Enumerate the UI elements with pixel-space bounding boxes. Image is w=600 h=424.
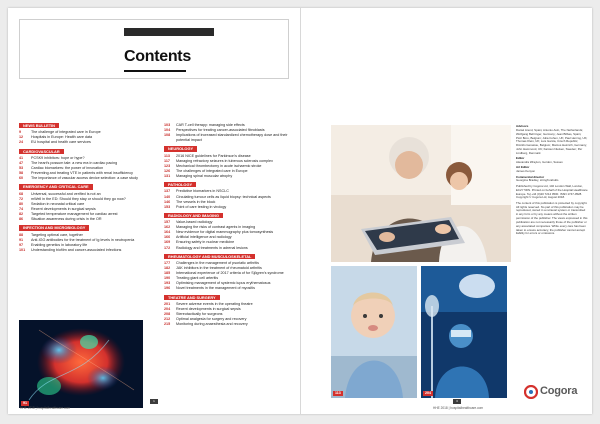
toc-page-number: 91 — [19, 237, 24, 242]
toc-page-number: 72 — [19, 196, 24, 201]
credit-block — [516, 185, 588, 200]
credit-label: Editor — [516, 156, 525, 161]
title-tab-bar — [124, 28, 214, 36]
toc-entry[interactable] — [19, 248, 143, 253]
toc-page-number: 157 — [164, 220, 171, 225]
toc-article-title: Targeting optimal care, together — [31, 232, 83, 237]
toc-entry[interactable] — [164, 174, 294, 179]
toc-page-number: 193 — [164, 281, 171, 286]
page-number: 3 — [453, 399, 461, 404]
page-footer: HHE 2018 | hospitalhealthcare.com — [433, 406, 484, 410]
toc-article-title: Targeted temperature management for cardiac arrest — [31, 212, 118, 217]
toc-article-title: Hospitals in Europe: Health care data — [31, 135, 93, 140]
toc-article-title: Treating giant cell arteritis — [176, 276, 219, 281]
image-page-tag: 91 — [23, 401, 27, 405]
toc-entry[interactable] — [19, 176, 143, 181]
toc-entry[interactable] — [164, 246, 294, 251]
masthead-credits — [516, 125, 588, 238]
toc-article-title: Managing the risks of contrast agents in imaging — [176, 225, 256, 230]
toc-page-number: 201 — [164, 301, 171, 306]
toc-page-number: 41 — [19, 155, 24, 160]
toc-article-title: The challenges of integrated care in Europe — [176, 168, 248, 173]
toc-article-title: CAR T-cell therapy: managing side effects — [176, 123, 245, 127]
page-title: Contents — [124, 48, 191, 65]
toc-article-title: Artificial intelligence and radiology — [176, 235, 232, 240]
credit-text: Daniel Arend, Spain; Antonio Asín, The Netherlands; Wolfgang Behringer, Germany; Jean Bilbao, Spain; Piotr Boro, Belgium; Julia Cohen, UK; Paul Herzog, UK; Thomas Klein, UK; Luis Garcia, Czech Republic; Dimitris Gerasiou, Belgium; Marcos Heinrich, Germany; John Hammond, UK; Karsten Nielsen, Sweden; Per Lindberg, Denmark — [516, 127, 588, 155]
image-page-tag: 113 — [335, 391, 341, 395]
toddler-photo — [331, 266, 417, 398]
toc-article-title: Ensuring safety in nuclear medicine — [176, 240, 235, 245]
section-heading: NEWS BULLETIN — [19, 123, 59, 128]
toc-article-title: The heart's possum tale: a new era in cardiac pacing — [31, 160, 118, 165]
toc-article-title: 2016 NICE guidelines for Parkinson's disease — [176, 153, 251, 158]
title-banner — [19, 19, 289, 79]
section-heading: EMERGENCY AND CRITICAL CARE — [19, 184, 93, 189]
toc-article-title: Circulating tumour cells as liquid biopsy: technical aspects — [176, 194, 271, 199]
toc-article-title: Recent developments in surgical sepsis — [176, 306, 241, 311]
toc-article-title: mWell in the ED: Should they stay or should they go now? — [31, 196, 126, 201]
toc-page-number: 123 — [164, 163, 171, 168]
toc-page-number: 117 — [164, 158, 170, 163]
toc-article-title: The challenge of integrated care in Europe — [31, 130, 101, 135]
logo-text: Cogora — [540, 385, 578, 397]
family-photo — [331, 125, 511, 262]
toc-page-number: 12 — [19, 135, 24, 140]
toc-page-number: 103 — [164, 123, 171, 127]
credit-block — [516, 157, 588, 165]
toc-article-title: Recent developments in surgical sepsis — [31, 206, 96, 211]
toc-entry[interactable] — [19, 217, 143, 222]
toc-page-number: 113 — [164, 153, 170, 158]
toc-page-number: 153 — [164, 204, 171, 209]
toc-page-number: 58 — [19, 171, 24, 176]
toc-page-number: 82 — [19, 212, 24, 217]
credit-block — [516, 125, 588, 156]
credit-label: Advisors — [516, 124, 529, 128]
toc-page-number: 104 — [164, 128, 171, 133]
toc-entry[interactable] — [164, 205, 294, 210]
toc-page-number: 204 — [164, 306, 171, 311]
toc-article-title: New evidence for digital mammography plus tomosynthesis — [176, 230, 274, 235]
toc-article-title: Novel treatments in the management of myositis — [176, 286, 255, 291]
toc-page-number: 185 — [164, 271, 171, 276]
toc-entry[interactable] — [164, 286, 294, 291]
toc-page-number: 190 — [164, 276, 171, 281]
image-page-tag: 204 — [425, 391, 431, 395]
toc-article-title: Anti-IGG antibodies for the treatment of Ig levels in neutropenia — [31, 237, 135, 242]
toc-article-title: Radiology and treatments in adrenal lesions — [176, 245, 248, 250]
toc-page-number: 131 — [164, 174, 171, 179]
toc-article-title: Monitoring during anaesthesia and recovery — [176, 322, 248, 327]
page-number: 1 — [150, 399, 158, 404]
credit-text: James Kenyon — [516, 169, 536, 174]
left-page — [8, 8, 300, 414]
toc-article-title: Managing spinal muscular atrophy — [176, 174, 233, 179]
toc-page-number: 146 — [164, 199, 171, 204]
cell-microscopy-image — [19, 320, 143, 408]
toc-page-number: 60 — [19, 176, 24, 181]
credit-label: Commercial director — [516, 174, 545, 179]
toc-page-number: 74 — [19, 206, 24, 211]
toc-entry[interactable] — [19, 140, 143, 145]
toc-page-number: 162 — [164, 225, 171, 230]
toc-article-title: Value-based radiology — [176, 220, 213, 225]
toc-article-title: Optimal analgesia for surgery and recovery — [176, 317, 247, 322]
toc-article-title: PCSK9 inhibitors: hope or hype? — [31, 155, 85, 160]
toc-article-title: Implications of increased standardized chemotherapy dose and their potential impact — [176, 133, 288, 143]
toc-article-title: Optimising management of systemic lupus erythematosus — [176, 281, 271, 286]
toc-page-number: 169 — [164, 240, 171, 245]
toc-entry[interactable] — [164, 322, 294, 327]
toc-article-title: Stereotactically for surgeons — [176, 312, 223, 317]
toc-article-title: JAK inhibitors in the treatment of rheumatoid arthritis — [176, 266, 262, 271]
magazine-spread — [8, 8, 592, 414]
toc-entry[interactable] — [164, 133, 294, 143]
toc-page-number: 182 — [164, 266, 171, 271]
toc-article-title: Severe adverse events in the operating theatre — [176, 301, 253, 306]
toc-page-number: 97 — [19, 242, 24, 247]
toc-page-number: 108 — [164, 133, 171, 138]
credit-text: Published by Cogora Ltd, 140 London Wall, London, EC2Y 5DN. Printed on behalf of the Hospital Healthcare Europe. Tel +44 (0)20 7214 0500. ISSN 1747-0528. Copyright © Cogora Ltd, August 2018. — [516, 183, 588, 200]
credit-block — [516, 176, 588, 184]
toc-page-number: 126 — [164, 168, 171, 173]
toc-page-number: 164 — [164, 230, 171, 235]
toc-page-number: 88 — [19, 232, 24, 237]
credit-block — [516, 202, 588, 237]
toc-page-number: 47 — [19, 160, 24, 165]
surgery-photo — [421, 266, 507, 398]
toc-page-number: 166 — [164, 235, 171, 240]
toc-article-title: Enabling genetics in laboratory life — [31, 242, 88, 247]
toc-page-number: 196 — [164, 286, 171, 291]
section-heading: THEATRE AND SURGERY — [164, 295, 220, 300]
toc-column-1 — [19, 123, 143, 253]
toc-page-number: 177 — [164, 260, 171, 265]
toc-page-number: 86 — [19, 217, 24, 222]
toc-article-title: Universal, successful and verified is not an — [31, 191, 101, 196]
credit-text: The content of this publication is protected by copyright. All rights reserved. No part of this publication may be reproduced, stored in a retrieval system or transmitted in any form or by any means without the written permission of the publisher. The views expressed in this publication are not necessarily those of the publisher or any associated companies. While every care has been taken to ensure accuracy, the publisher cannot accept liability for errors or omissions. — [516, 200, 588, 236]
title-underline — [124, 70, 186, 72]
credit-text: Alexandra Wrayton, Gordon, Sussex — [516, 160, 563, 165]
toc-article-title: Predictive biomarkers in NSCLC — [176, 189, 229, 194]
section-heading: NEUROLOGY — [164, 146, 197, 151]
toc-article-title: EU hospital and health care services — [31, 140, 91, 145]
credit-block — [516, 166, 588, 174]
cogora-logo-icon — [524, 385, 538, 399]
page-footer: HHE 2018 | hospitalhealthcare.com — [20, 406, 71, 410]
toc-article-title: International experience of 2017 criteria of for Sjögren's syndrome — [176, 271, 284, 276]
toc-page-number: 68 — [19, 191, 24, 196]
section-heading: RHEUMATOLOGY AND MUSCULOSKELETAL — [164, 254, 255, 259]
toc-article-title: The vessels in the block — [176, 199, 216, 204]
toc-page-number: 53 — [19, 166, 24, 171]
toc-article-title: Cardiac biomarkers: the power of innovation — [31, 166, 104, 171]
toc-article-title: Managing refractory seizures in tuberous sclerosis complex — [176, 158, 273, 163]
toc-page-number: 215 — [164, 322, 171, 327]
credit-text: Georgina Bradley, stringfl.cabullo — [516, 178, 559, 183]
section-heading: PATHOLOGY — [164, 182, 196, 187]
toc-page-number: 137 — [164, 189, 171, 194]
toc-article-title: Mechanical thrombectomy in acute ischaemic stroke — [176, 163, 262, 168]
toc-page-number: 101 — [19, 247, 26, 252]
toc-page-number: 208 — [164, 312, 171, 317]
toc-article-title: The importance of vascular access device selection: a case study — [31, 176, 138, 181]
section-heading: CARDIOVASCULAR — [19, 149, 64, 154]
toc-article-title: Sedation in neonatal critical care — [31, 201, 85, 206]
toc-page-number: 172 — [164, 245, 171, 250]
toc-column-2 — [164, 123, 294, 327]
toc-article-title: Situation awareness during crisis in the OR — [31, 217, 102, 222]
toc-page-number: 140 — [164, 194, 171, 199]
publisher-logo — [524, 384, 586, 400]
toc-page-number: 212 — [164, 317, 171, 322]
section-heading: RADIOLOGY AND IMAGING — [164, 213, 223, 218]
section-heading: INFECTION AND MICROBIOLOGY — [19, 225, 89, 230]
toc-page-number: 24 — [19, 140, 24, 145]
toc-page-number: 80 — [19, 201, 24, 206]
toc-article-title: Perspectives for treating cancer-associated fibroblasts — [176, 128, 265, 133]
toc-page-number: 9 — [19, 130, 22, 135]
toc-article-title: Preventing and treating VTE in patients with renal insufficiency — [31, 171, 134, 176]
right-page — [301, 8, 592, 414]
toc-article-title: Understanding biofilm and cancer-associated infections — [31, 247, 122, 252]
toc-article-title: Point of care testing in virology — [176, 204, 227, 209]
credit-label: Art Editor — [516, 165, 530, 170]
toc-article-title: Challenges in the management of psoriatic arthritis — [176, 260, 260, 265]
